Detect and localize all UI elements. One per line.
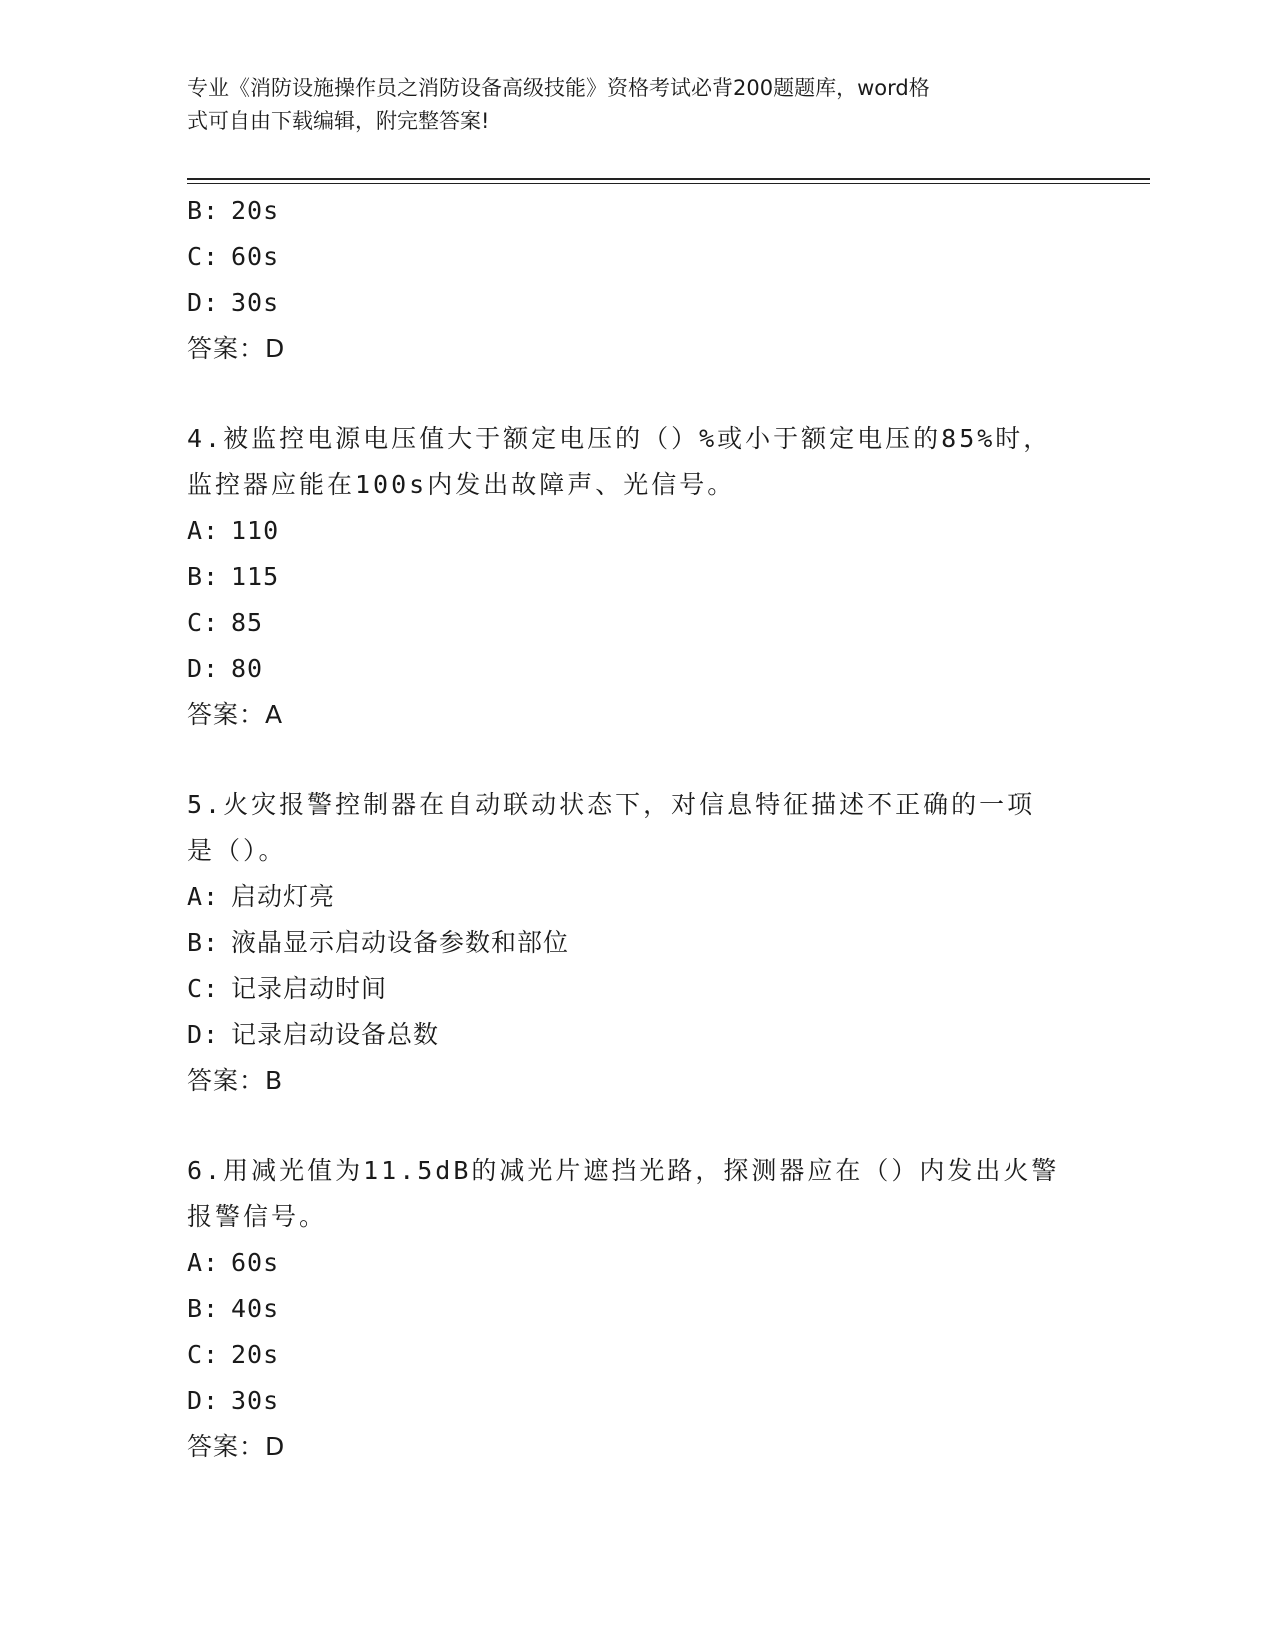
option-a [187, 508, 1067, 554]
question-text-line: 5.火灾报警控制器在自动联动状态下，对信息特征描述不正确的一项 [187, 790, 1036, 819]
option-label: D: [187, 654, 220, 683]
question-text-line: 监控器应能在100s内发出故障声、光信号。 [187, 470, 736, 499]
question-6 [187, 1148, 1067, 1470]
option-text: 60s [231, 242, 280, 271]
question-3-partial [187, 188, 1067, 372]
answer-line: 答案：D [187, 1432, 286, 1461]
option-text: 记录启动设备总数 [231, 1020, 440, 1049]
option-d [187, 280, 1067, 326]
answer-line: 答案：B [187, 1066, 284, 1095]
option-text: 85 [231, 608, 264, 637]
option-label: B: [187, 1294, 220, 1323]
option-text: 记录启动时间 [231, 974, 388, 1003]
option-c [187, 234, 1067, 280]
option-text: 20s [231, 196, 280, 225]
option-d [187, 1012, 1067, 1058]
option-text: 30s [231, 288, 280, 317]
option-text: 40s [231, 1294, 280, 1323]
option-a [187, 874, 1067, 920]
option-label: C: [187, 974, 220, 1003]
option-b [187, 1286, 1067, 1332]
option-b [187, 920, 1067, 966]
header-rule-thin [187, 183, 1150, 184]
header-line-2: 式可自由下载编辑，附完整答案! [187, 109, 490, 133]
option-label: D: [187, 288, 220, 317]
header-line-1: 专业《消防设施操作员之消防设备高级技能》资格考试必背200题题库，word格 [187, 76, 930, 100]
option-b [187, 554, 1067, 600]
option-label: C: [187, 242, 220, 271]
option-label: D: [187, 1386, 220, 1415]
option-c [187, 600, 1067, 646]
option-text: 30s [231, 1386, 280, 1415]
question-text-line: 是（）。 [187, 836, 287, 865]
option-c [187, 1332, 1067, 1378]
option-c [187, 966, 1067, 1012]
question-list [187, 188, 1067, 1470]
answer-line: 答案：D [187, 334, 286, 363]
option-text: 20s [231, 1340, 280, 1369]
option-label: C: [187, 608, 220, 637]
question-text-line: 报警信号。 [187, 1202, 328, 1231]
question-4 [187, 416, 1067, 738]
option-text: 80 [231, 654, 264, 683]
option-text: 115 [231, 562, 280, 591]
document-header [187, 72, 1067, 138]
option-text: 60s [231, 1248, 280, 1277]
option-label: D: [187, 1020, 220, 1049]
question-text-line: 4.被监控电源电压值大于额定电压的（）%或小于额定电压的85%时， [187, 424, 1052, 453]
option-d [187, 1378, 1067, 1424]
option-label: C: [187, 1340, 220, 1369]
answer-line: 答案：A [187, 700, 284, 729]
option-label: A: [187, 516, 220, 545]
option-d [187, 646, 1067, 692]
option-text: 启动灯亮 [231, 882, 336, 911]
option-label: A: [187, 1248, 220, 1277]
option-a [187, 1240, 1067, 1286]
option-b [187, 188, 1067, 234]
option-text: 液晶显示启动设备参数和部位 [231, 928, 570, 957]
header-rule-thick [187, 178, 1150, 180]
question-text-line: 6.用减光值为11.5dB的减光片遮挡光路，探测器应在（）内发出火警 [187, 1156, 1060, 1185]
option-label: B: [187, 562, 220, 591]
option-label: A: [187, 882, 220, 911]
option-text: 110 [231, 516, 280, 545]
option-label: B: [187, 196, 220, 225]
question-5 [187, 782, 1067, 1104]
option-label: B: [187, 928, 220, 957]
